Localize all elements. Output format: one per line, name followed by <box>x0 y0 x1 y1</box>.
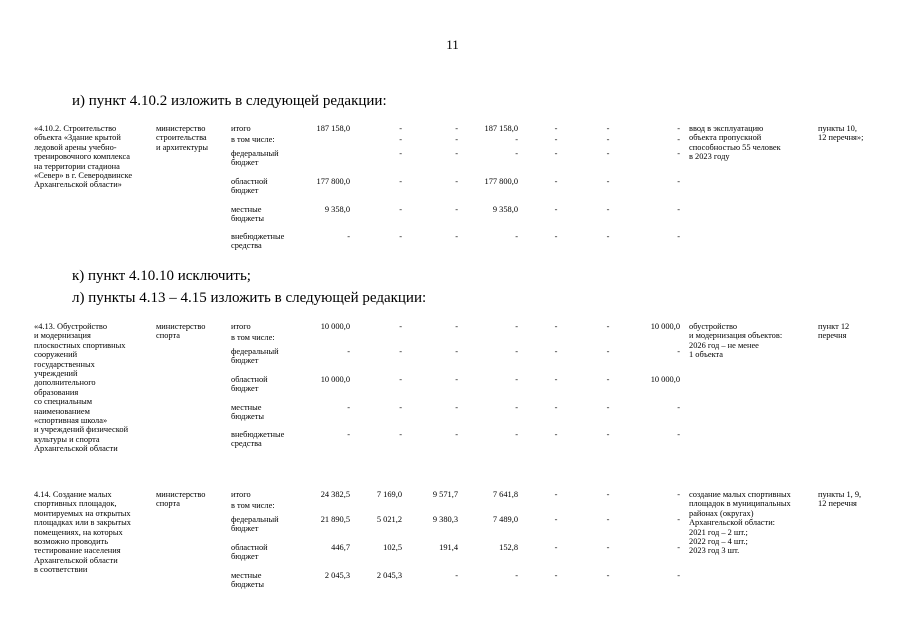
funding-value: 102,5 <box>383 543 402 552</box>
funding-value: - <box>554 403 558 412</box>
heading-4-10-2: и) пункт 4.10.2 изложить в следующей редакции: <box>72 93 387 109</box>
funding-source <box>231 515 279 534</box>
funding-value: - <box>554 347 558 356</box>
funding-source <box>231 149 279 168</box>
funding-value: - <box>606 347 610 356</box>
responsible-executor <box>156 124 208 152</box>
measure-name-line: и учреждений физической <box>34 425 129 435</box>
expected-result-line: 2021 год – 2 шт.; <box>689 527 748 537</box>
funding-value: - <box>515 430 518 439</box>
funding-value: - <box>455 347 458 356</box>
funding-value: - <box>455 232 458 241</box>
funding-value: 10 000,0 <box>650 375 680 384</box>
funding-value: - <box>606 543 610 552</box>
expected-result-line: 2026 год – не менее <box>689 340 759 350</box>
funding-value: - <box>677 232 680 241</box>
responsible-executor <box>156 490 206 509</box>
funding-value: 9 358,0 <box>324 205 350 214</box>
funding-source-line: областной <box>231 543 268 552</box>
responsible-executor-line: спорта <box>156 499 180 509</box>
funding-value: - <box>554 430 558 439</box>
measure-name-line: 4.14. Создание малых <box>34 490 112 499</box>
funding-value: 177 800,0 <box>316 177 350 186</box>
expected-result-line: обустройство <box>689 322 738 331</box>
measure-name-line: на территории стадиона <box>34 161 120 171</box>
funding-value: - <box>606 571 610 580</box>
measure-name-line: «4.13. Обустройство <box>34 322 108 331</box>
funding-value: 446,7 <box>331 543 350 552</box>
funding-value: - <box>606 403 610 412</box>
measure-name-line: ледовой арены учебно- <box>34 142 117 152</box>
funding-value: 10 000,0 <box>320 375 350 384</box>
funding-value: - <box>455 322 458 331</box>
measure-name-line: культуры и спорта <box>34 434 100 444</box>
funding-source <box>231 501 275 510</box>
funding-value: - <box>399 124 402 133</box>
funding-value: - <box>455 135 458 144</box>
funding-value: - <box>554 177 558 186</box>
funding-source-line: бюджеты <box>231 214 265 224</box>
funding-value: - <box>399 375 402 384</box>
funding-value: - <box>399 347 402 356</box>
funding-value: - <box>606 490 610 499</box>
funding-value: - <box>399 322 402 331</box>
measure-name-line: плоскостных спортивных <box>34 340 126 350</box>
funding-value: 9 380,3 <box>432 515 458 524</box>
measure-name-line: Архангельской области» <box>34 180 122 190</box>
funding-value: - <box>347 430 350 439</box>
expected-result-line: районах (округах) <box>689 508 754 518</box>
funding-source-line: в том числе: <box>231 135 275 144</box>
funding-value: - <box>347 403 350 412</box>
funding-value: - <box>554 124 558 133</box>
funding-source-line: итого <box>231 322 251 331</box>
funding-value: - <box>399 149 402 158</box>
measure-name <box>34 490 131 575</box>
funding-value: - <box>399 205 402 214</box>
measure-name-line: «Север» в г. Северодвинске <box>34 171 133 181</box>
funding-value: - <box>554 205 558 214</box>
funding-value: - <box>347 347 350 356</box>
funding-source-line: в том числе: <box>231 333 275 342</box>
measure-name-line: Архангельской области <box>34 555 118 565</box>
funding-value: 9 571,7 <box>432 490 458 499</box>
funding-source <box>231 403 264 422</box>
funding-value: - <box>677 205 680 214</box>
expected-result-line: способностью 55 человек <box>689 142 781 152</box>
funding-value: 24 382,5 <box>320 490 350 499</box>
funding-source <box>231 347 279 366</box>
measure-name <box>34 124 132 190</box>
funding-source-line: местные <box>231 205 262 214</box>
page-number: 11 <box>446 37 459 52</box>
funding-source <box>231 333 275 342</box>
funding-value: - <box>399 430 402 439</box>
measure-name <box>34 322 128 454</box>
funding-value: - <box>455 430 458 439</box>
funding-value: - <box>554 375 558 384</box>
funding-value: - <box>554 571 558 580</box>
funding-value: - <box>677 347 680 356</box>
funding-value: - <box>515 571 518 580</box>
expected-result-line: в 2023 году <box>689 152 730 162</box>
measure-name-line: дополнительного <box>34 378 96 388</box>
funding-source-line: итого <box>231 124 251 133</box>
expected-result-line: Архангельской области: <box>689 518 775 528</box>
funding-value: - <box>554 232 558 241</box>
expected-result-line: объекта пропускной <box>689 133 762 143</box>
funding-value: - <box>554 135 558 144</box>
measure-name-line: учреждений <box>34 369 78 379</box>
funding-value: - <box>515 135 518 144</box>
measure-name-line: помещениях, на которых <box>34 527 123 537</box>
funding-source-line: федеральный <box>231 149 279 158</box>
funding-value: - <box>606 149 610 158</box>
measure-name-line: площадках или в закрытых <box>34 518 131 528</box>
expected-result <box>689 322 782 360</box>
funding-source-line: бюджет <box>231 384 259 394</box>
funding-value: - <box>515 322 518 331</box>
measure-name-line: наименованием <box>34 406 90 416</box>
funding-value: - <box>606 135 610 144</box>
measure-name-line: тренировочного комплекса <box>34 152 131 162</box>
funding-value: 2 045,3 <box>376 571 402 580</box>
funding-source-line: федеральный <box>231 347 279 356</box>
funding-source-line: средства <box>231 241 262 251</box>
funding-value: 177 800,0 <box>484 177 518 186</box>
funding-source-line: местные <box>231 403 262 412</box>
expected-result-line: ввод в эксплуатацию <box>689 124 764 133</box>
measure-name-line: «4.10.2. Строительство <box>34 124 117 133</box>
funding-source <box>231 232 284 251</box>
funding-value: 2 045,3 <box>324 571 350 580</box>
funding-source <box>231 571 264 590</box>
measure-name-line: тестирование населения <box>34 546 121 556</box>
responsible-executor-line: министерство <box>156 322 206 331</box>
funding-source-line: средства <box>231 439 262 449</box>
expected-result-line: 1 объекта <box>689 350 724 360</box>
measure-name-line: «спортивная школа» <box>34 416 108 426</box>
funding-value: - <box>554 515 558 524</box>
funding-source <box>231 543 268 562</box>
funding-source-line: местные <box>231 571 262 580</box>
measure-name-line: объекта «Здание крытой <box>34 133 121 143</box>
funding-value: - <box>455 124 458 133</box>
funding-value: - <box>515 232 518 241</box>
indicator-reference-line: пункт 12 <box>818 322 850 331</box>
measure-name-line: государственных <box>34 359 95 369</box>
funding-source <box>231 430 284 449</box>
indicator-reference <box>818 322 849 341</box>
funding-value: - <box>606 205 610 214</box>
funding-value: - <box>677 124 680 133</box>
funding-value: - <box>554 490 558 499</box>
funding-source-line: областной <box>231 375 268 384</box>
funding-source-line: бюджет <box>231 524 259 534</box>
responsible-executor-line: строительства <box>156 133 207 143</box>
funding-source-line: областной <box>231 177 268 186</box>
funding-value: - <box>677 135 680 144</box>
funding-value: - <box>455 149 458 158</box>
funding-value: 7 641,8 <box>492 490 518 499</box>
funding-value: - <box>554 149 558 158</box>
funding-value: - <box>606 124 610 133</box>
measure-name-line: Архангельской области <box>34 444 118 454</box>
funding-value: - <box>455 571 458 580</box>
funding-value: - <box>606 515 610 524</box>
funding-value: - <box>677 543 680 552</box>
expected-result-line: создание малых спортивных <box>689 490 791 499</box>
funding-value: - <box>455 375 458 384</box>
funding-source-line: бюджет <box>231 186 259 196</box>
funding-value: 7 169,0 <box>376 490 402 499</box>
funding-value: 10 000,0 <box>320 322 350 331</box>
funding-value: - <box>606 375 610 384</box>
funding-value: - <box>399 135 402 144</box>
funding-source-line: бюджет <box>231 356 259 366</box>
funding-value: - <box>399 232 402 241</box>
funding-source <box>231 322 251 331</box>
responsible-executor-line: министерство <box>156 490 206 499</box>
funding-value: - <box>677 490 680 499</box>
measure-name-line: спортивных площадок, <box>34 499 117 509</box>
funding-value: - <box>606 322 610 331</box>
indicator-reference <box>818 490 861 509</box>
funding-value: - <box>515 375 518 384</box>
funding-source-line: бюджет <box>231 552 259 562</box>
indicator-reference-line: пункты 10, <box>818 124 857 133</box>
responsible-executor-line: спорта <box>156 331 180 341</box>
funding-value: - <box>677 515 680 524</box>
funding-value: 152,8 <box>499 543 518 552</box>
funding-value: - <box>677 571 680 580</box>
funding-value: - <box>677 149 680 158</box>
indicator-reference-line: 12 перечня»; <box>818 133 864 143</box>
funding-value: - <box>347 232 350 241</box>
expected-result <box>689 490 791 556</box>
measure-name-line: образования <box>34 387 79 397</box>
heading-4-10-10: к) пункт 4.10.10 исключить; <box>72 268 251 284</box>
funding-value: 21 890,5 <box>320 515 350 524</box>
responsible-executor-line: министерство <box>156 124 206 133</box>
measure-name-line: сооружений <box>34 350 78 360</box>
funding-source-line: в том числе: <box>231 501 275 510</box>
funding-value: - <box>455 205 458 214</box>
funding-value: 187 158,0 <box>484 124 518 133</box>
expected-result-line: 2022 год – 4 шт.; <box>689 537 748 547</box>
funding-source-line: бюджеты <box>231 580 265 590</box>
funding-source <box>231 205 264 224</box>
funding-source-line: федеральный <box>231 515 279 524</box>
funding-source <box>231 177 268 196</box>
funding-value: - <box>399 177 402 186</box>
funding-value: - <box>677 177 680 186</box>
funding-value: 187 158,0 <box>316 124 350 133</box>
funding-value: 9 358,0 <box>492 205 518 214</box>
funding-value: - <box>606 177 610 186</box>
funding-value: 10 000,0 <box>650 322 680 331</box>
funding-source-line: внебюджетные <box>231 232 285 241</box>
funding-value: - <box>606 232 610 241</box>
expected-result-line: 2023 год 3 шт. <box>689 546 740 556</box>
funding-value: - <box>455 177 458 186</box>
heading-4-13-4-15: л) пункты 4.13 – 4.15 изложить в следующей редакции: <box>72 290 427 306</box>
funding-value: - <box>554 543 558 552</box>
funding-value: - <box>399 403 402 412</box>
funding-value: 191,4 <box>439 543 458 552</box>
funding-value: - <box>455 403 458 412</box>
measure-name-line: со специальным <box>34 397 93 407</box>
indicator-reference <box>818 124 863 143</box>
indicator-reference-line: пункты 1, 9, <box>818 490 862 499</box>
funding-source-line: бюджет <box>231 158 259 168</box>
funding-value: - <box>677 403 680 412</box>
responsible-executor <box>156 322 206 341</box>
indicator-reference-line: 12 перечня <box>818 499 857 509</box>
responsible-executor-line: и архитектуры <box>156 142 209 152</box>
funding-value: 7 489,0 <box>492 515 518 524</box>
funding-source-line: бюджеты <box>231 412 265 422</box>
funding-value: - <box>677 430 680 439</box>
measure-name-line: монтируемых на открытых <box>34 508 131 518</box>
measure-name-line: и модернизация <box>34 331 91 341</box>
funding-value: 5 021,2 <box>376 515 402 524</box>
funding-value: - <box>515 403 518 412</box>
funding-source <box>231 135 275 144</box>
funding-source <box>231 490 251 499</box>
funding-source-line: итого <box>231 490 251 499</box>
indicator-reference-line: перечня <box>818 331 847 341</box>
funding-source <box>231 375 268 394</box>
funding-value: - <box>515 347 518 356</box>
expected-result-line: площадок в муниципальных <box>689 499 791 509</box>
measure-name-line: возможно проводить <box>34 537 109 547</box>
measure-name-line: в соответствии <box>34 565 88 575</box>
funding-value: - <box>554 322 558 331</box>
funding-value: - <box>606 430 610 439</box>
funding-source-line: внебюджетные <box>231 430 285 439</box>
funding-source <box>231 124 251 133</box>
expected-result <box>689 124 781 162</box>
funding-value: - <box>515 149 518 158</box>
expected-result-line: и модернизация объектов: <box>689 331 783 341</box>
